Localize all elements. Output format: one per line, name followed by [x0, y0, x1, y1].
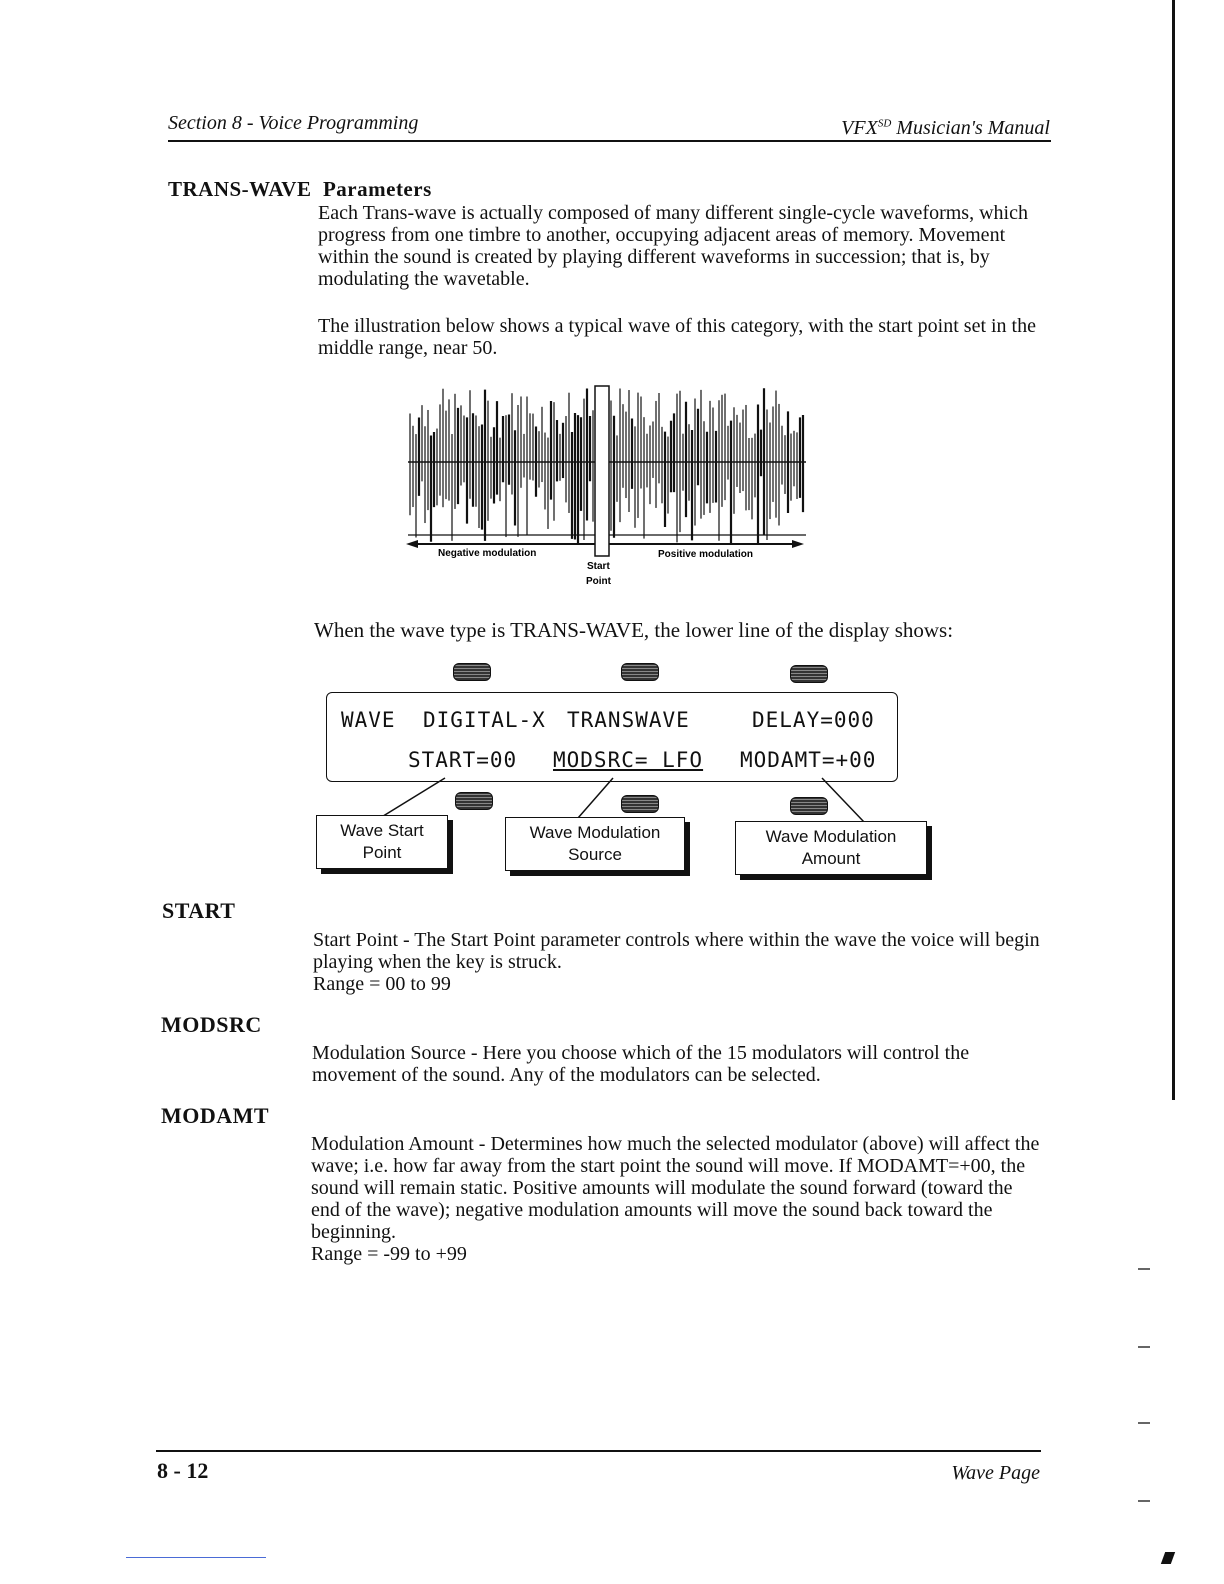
positive-modulation-label: Positive modulation	[658, 549, 754, 560]
lcd-modsrc-parameter[interactable]: MODSRC= LFO	[553, 748, 704, 772]
modamt-text: Modulation Amount - Determines how much the selected modulator (above) will affect the wave; i.e. how far away from the start point the sound will move. If MODAMT=+00, the sound will remain static. Positive amounts will modulate the sound forward (toward the end of the wave); negative modulation amounts will move the sound back toward the beginning.	[311, 1133, 1040, 1243]
callout-2-line-1: Wave Modulation	[529, 823, 661, 842]
section-title: TRANS-WAVE Parameters	[168, 177, 432, 201]
page-title: Wave Page	[951, 1462, 1040, 1484]
manual-title-suffix: Musician's Manual	[891, 117, 1050, 139]
modsrc-description	[312, 1042, 1054, 1086]
header-rule	[168, 140, 1051, 142]
callout-3-line-1: Wave Modulation	[765, 827, 897, 846]
callout-wave-modulation-amount	[735, 821, 927, 875]
term-modamt: MODAMT	[161, 1103, 270, 1128]
callout-1-line-2: Point	[362, 843, 402, 862]
footer-rule	[156, 1450, 1041, 1452]
modsrc-pointer-line	[578, 778, 613, 818]
modamt-description	[311, 1133, 1046, 1265]
scan-mark	[1138, 1268, 1150, 1270]
callout-wave-modulation-source	[505, 817, 685, 871]
transwave-illustration	[400, 380, 820, 595]
intro-text-2: The illustration below shows a typical wave of this category, with the start point set in the middle range, near 50.	[318, 315, 1036, 359]
lcd-wave-label: WAVE	[341, 708, 396, 732]
callout-2-line-2: Source	[568, 845, 622, 864]
term-modsrc: MODSRC	[161, 1012, 262, 1037]
negative-arrow-head	[406, 540, 418, 548]
start-label: Start	[587, 561, 610, 572]
lcd-modamt-parameter[interactable]: MODAMT=+00	[740, 748, 877, 772]
term-start: START	[162, 898, 236, 923]
lcd-delay: DELAY=000	[752, 708, 875, 732]
page-number: 8 - 12	[157, 1458, 209, 1483]
start-pointer-line	[380, 778, 445, 818]
scan-mark	[1138, 1422, 1150, 1424]
lcd-wave-bank: DIGITAL-X	[423, 708, 546, 732]
point-label: Point	[586, 576, 611, 587]
soft-button-1[interactable]	[453, 663, 491, 681]
running-header-section: Section 8 - Voice Programming	[168, 112, 419, 134]
callout-wave-start-point	[316, 815, 448, 869]
intro-text-1: Each Trans-wave is actually composed of many different single-cycle waveforms, which progress from one timbre to another, occupying adjacent areas of memory. Movement within the sound is created by playing different waveforms in succession; that is, by modulating the wavetable.	[318, 202, 1028, 290]
page-edge-line	[1172, 0, 1175, 1100]
scan-mark	[1138, 1500, 1150, 1502]
manual-title-superscript: SD	[877, 117, 892, 130]
modamt-pointer-line	[822, 778, 864, 822]
lcd-start-parameter[interactable]: START=00	[408, 748, 518, 772]
callout-3-line-2: Amount	[801, 849, 861, 868]
modamt-range: Range = -99 to +99	[311, 1243, 467, 1265]
start-point-marker	[595, 386, 609, 556]
lcd-wave-type: TRANSWAVE	[567, 708, 690, 732]
scan-artifact-line	[126, 1557, 266, 1558]
positive-arrow-head	[792, 540, 804, 548]
scan-corner-mark	[1161, 1552, 1175, 1564]
negative-modulation-label: Negative modulation	[438, 548, 537, 559]
intro-paragraph-1	[318, 202, 1053, 290]
start-text: Start Point - The Start Point parameter controls where within the wave the voice will begin playing when the key is struck.	[313, 929, 1040, 973]
modsrc-text: Modulation Source - Here you choose which of the 15 modulators will control the movement of the sound. Any of the modulators can be selected.	[312, 1042, 970, 1086]
scan-mark	[1138, 1346, 1150, 1348]
start-description	[313, 929, 1053, 995]
soft-button-2[interactable]	[621, 663, 659, 681]
manual-title-prefix: VFX	[841, 117, 878, 139]
soft-button-3[interactable]	[790, 665, 828, 683]
running-header-manual	[841, 117, 1050, 140]
callout-1-line-1: Wave Start	[340, 821, 424, 840]
intro-paragraph-2	[318, 315, 1053, 359]
start-range: Range = 00 to 99	[313, 973, 451, 995]
display-intro: When the wave type is TRANS-WAVE, the lower line of the display shows:	[314, 618, 954, 642]
